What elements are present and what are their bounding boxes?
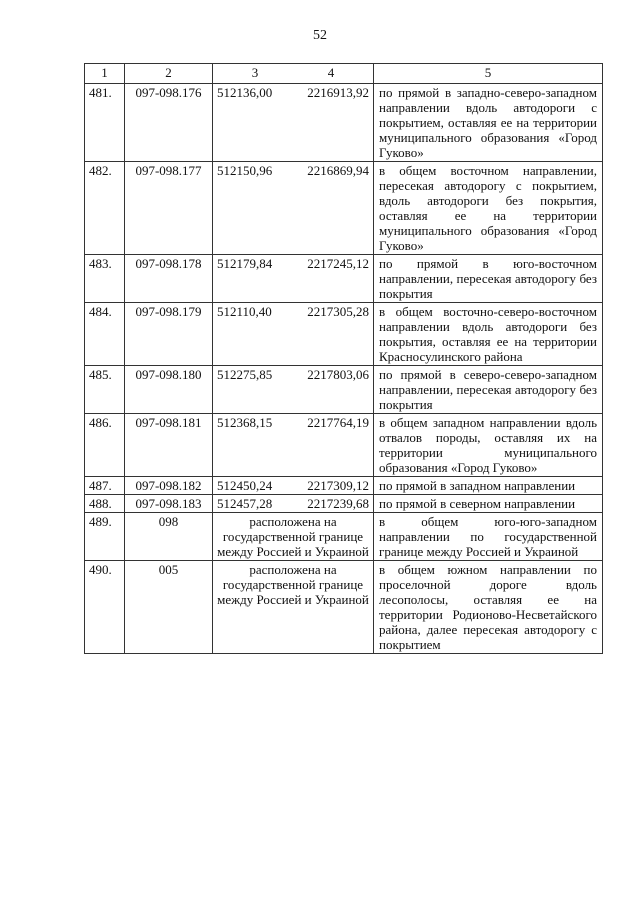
coord-y: 2217803,06 [307,367,369,382]
boundary-description: по прямой в западном направлении [374,477,603,495]
row-number: 484. [85,303,125,366]
coord-y: 2217764,19 [307,415,369,430]
table-row [85,366,603,414]
page-number: 52 [313,28,327,43]
table-row [85,561,603,654]
table-row [85,414,603,477]
point-location: расположена на государственной границе между Россией и Украиной [217,514,369,559]
point-id: 097-098.178 [125,255,213,303]
point-id: 097-098.177 [125,162,213,255]
row-number: 481. [85,84,125,162]
coordinates-cell [213,414,374,477]
point-id: 098 [125,513,213,561]
coordinates-cell [213,84,374,162]
point-id: 097-098.176 [125,84,213,162]
point-id: 097-098.182 [125,477,213,495]
point-id: 097-098.183 [125,495,213,513]
coord-y: 2217309,12 [307,478,369,493]
point-id: 097-098.179 [125,303,213,366]
boundary-description: по прямой в юго-восточном направлении, пересекая автодорогу без покрытия [374,255,603,303]
header-col-2: 2 [125,64,213,84]
boundary-description: в общем восточно-северо-восточном направлении вдоль автодороги без покрытия, оставляя ее на территории Красносулинского района [374,303,603,366]
coord-y: 2216869,94 [307,163,369,178]
coordinates-cell [213,513,374,561]
boundary-description: в общем восточном направлении, пересекая автодорогу с покрытием, вдоль автодороги без покрытия, оставляя ее на территории муниципального образования «Город Гуково» [374,162,603,255]
table-row [85,477,603,495]
row-number: 489. [85,513,125,561]
boundary-description: в общем юго-юго-западном направлении по государственной границе между Россией и Украиной [374,513,603,561]
table-header-row [85,64,603,84]
header-col-1: 1 [85,64,125,84]
coord-y: 2217239,68 [307,496,369,511]
coord-y: 2217245,12 [307,256,369,271]
table-row [85,255,603,303]
coord-y: 2217305,28 [307,304,369,319]
table-row [85,303,603,366]
point-location: расположена на государственной границе между Россией и Украиной [217,562,369,607]
table-row [85,513,603,561]
coord-x: 512110,40 [217,304,272,319]
coordinates-cell [213,561,374,654]
coord-x: 512179,84 [217,256,273,271]
row-number: 488. [85,495,125,513]
row-number: 483. [85,255,125,303]
coordinates-cell [213,366,374,414]
boundary-description: в общем южном направлении по проселочной дороге вдоль лесополосы, оставляя ее на территории Родионово-Несветайского района, далее пересекая автодорогу с покрытием [374,561,603,654]
coord-x: 512275,85 [217,367,273,382]
boundary-description: по прямой в западно-северо-западном направлении вдоль автодороги с покрытием, оставляя ее на территории муниципального образования «Город Гуково» [374,84,603,162]
coordinates-cell [213,255,374,303]
coordinates-cell [213,162,374,255]
coord-x: 512136,00 [217,85,273,100]
table-row [85,84,603,162]
coordinates-cell [213,495,374,513]
coordinates-cell [213,303,374,366]
coord-y: 2216913,92 [307,85,369,100]
boundary-description: в общем западном направлении вдоль отвалов породы, оставляя их на территории муниципального образования «Город Гуково» [374,414,603,477]
row-number: 490. [85,561,125,654]
point-id: 097-098.180 [125,366,213,414]
row-number: 487. [85,477,125,495]
header-col-3: 3 [251,65,259,80]
row-number: 486. [85,414,125,477]
boundary-description: по прямой в северо-северо-западном направлении, пересекая автодорогу без покрытия [374,366,603,414]
point-id: 005 [125,561,213,654]
boundary-description: по прямой в северном направлении [374,495,603,513]
row-number: 482. [85,162,125,255]
coord-x: 512450,24 [217,478,273,493]
row-number: 485. [85,366,125,414]
coordinates-cell [213,477,374,495]
table-row [85,162,603,255]
coord-x: 512150,96 [217,163,273,178]
boundary-points-table [84,63,603,654]
point-id: 097-098.181 [125,414,213,477]
coord-x: 512457,28 [217,496,273,511]
header-col-4: 4 [327,65,335,80]
coord-x: 512368,15 [217,415,273,430]
header-col-3-4 [213,64,374,84]
header-col-5: 5 [374,64,603,84]
table-row [85,495,603,513]
